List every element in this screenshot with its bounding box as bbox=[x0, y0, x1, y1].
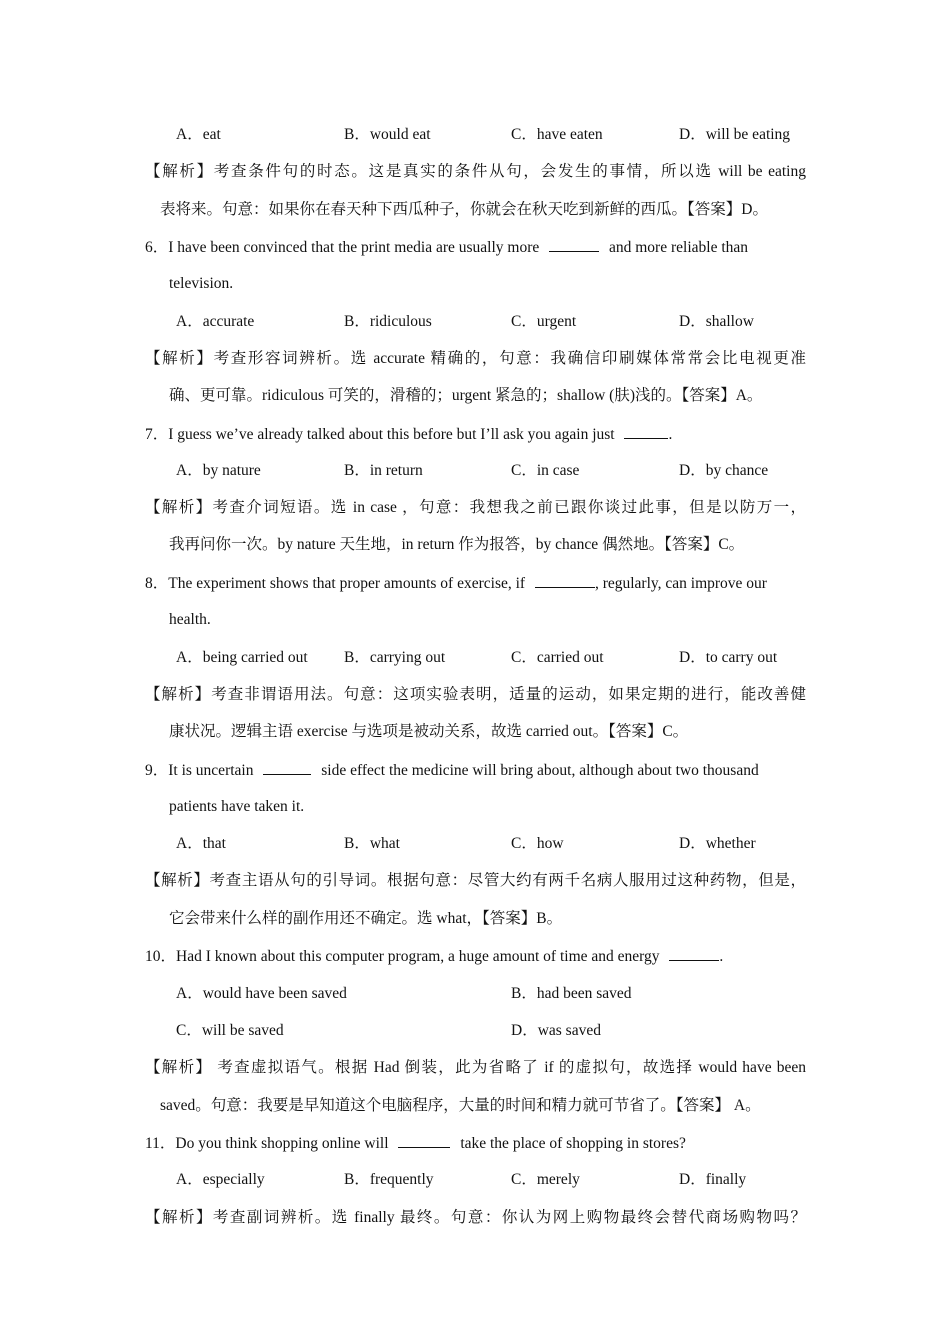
q11-blank bbox=[398, 1133, 450, 1148]
q7-stem-part-b: . bbox=[668, 426, 673, 443]
q10-option-d: D．was saved bbox=[511, 1022, 601, 1039]
q8-stem-part-b: , regularly, can improve our bbox=[594, 575, 767, 592]
q7-stem-part-a: 7．I guess we’ve already talked about this before but I’ll ask you again just bbox=[145, 426, 615, 443]
q9-option-d: D．whether bbox=[679, 835, 756, 852]
q10-option-a: A．would have been saved bbox=[176, 985, 347, 1002]
q5-option-d: D．will be eating bbox=[679, 126, 791, 143]
q10-analysis-line1: 【解析】 考查虚拟语气。根据 Had 倒装，此为省略了 if 的虚拟句，故选择 would have been bbox=[145, 1059, 806, 1076]
q10-stem-part-b: . bbox=[719, 948, 724, 965]
q9-analysis-line1: 【解析】考查主语从句的引导词。根据句意：尽管大约有两千名病人服用过这种药物，但是， bbox=[145, 872, 806, 889]
q9-option-b: B．what bbox=[344, 835, 400, 852]
q5-option-c: C．have eaten bbox=[511, 126, 603, 143]
q9-analysis-line2: 它会带来什么样的副作用还不确定。选 what，【答案】B。 bbox=[169, 910, 563, 927]
q7-option-c: C．in case bbox=[511, 462, 580, 479]
q8-analysis-line2: 康状况。逻辑主语 exercise 与选项是被动关系，故选 carried out。【答案】C。 bbox=[169, 723, 689, 740]
q10-stem-part-a: 10．Had I known about this computer program, a huge amount of time and energy bbox=[145, 948, 660, 965]
q6-option-d: D．shallow bbox=[679, 313, 754, 330]
q7-option-b: B．in return bbox=[344, 462, 423, 479]
q7-option-a: A．by nature bbox=[176, 462, 261, 479]
q10-blank bbox=[669, 946, 719, 961]
q7-stem-line1 bbox=[145, 424, 672, 445]
q8-option-a: A．being carried out bbox=[176, 649, 308, 666]
q6-analysis-line1: 【解析】考查形容词辨析。选 accurate 精确的，句意：我确信印刷媒体常常会比电视更准 bbox=[145, 350, 806, 367]
q6-option-c: C．urgent bbox=[511, 313, 577, 330]
q5-option-b: B．would eat bbox=[344, 126, 431, 143]
q7-analysis-line1: 【解析】考查介词短语。选 in case ，句意：我想我之前已跟你谈过此事，但是以防万一， bbox=[145, 499, 806, 516]
q9-stem-part-b: side effect the medicine will bring about, although about two thousand bbox=[321, 762, 759, 779]
q9-stem-part-a: 9．It is uncertain bbox=[145, 762, 254, 779]
q6-option-a: A．accurate bbox=[176, 313, 255, 330]
q5-analysis-line1: 【解析】考查条件句的时态。这是真实的条件从句，会发生的事情，所以选 will be eating bbox=[145, 163, 806, 180]
q8-option-c: C．carried out bbox=[511, 649, 604, 666]
q6-stem-line2: television. bbox=[169, 275, 234, 292]
q10-option-b: B．had been saved bbox=[511, 985, 632, 1002]
q5-option-a: A．eat bbox=[176, 126, 221, 143]
q8-stem-line1 bbox=[145, 573, 767, 594]
q11-option-c: C．merely bbox=[511, 1171, 580, 1188]
q5-analysis-line2: 表将来。句意：如果你在春天种下西瓜种子，你就会在秋天吃到新鲜的西瓜。【答案】D。 bbox=[160, 201, 768, 218]
q8-option-d: D．to carry out bbox=[679, 649, 778, 666]
q9-stem-line1 bbox=[145, 760, 759, 781]
q7-option-d: D．by chance bbox=[679, 462, 769, 479]
q6-blank bbox=[549, 237, 599, 252]
q6-stem-part-b: and more reliable than bbox=[609, 239, 749, 256]
q11-analysis-line1: 【解析】考查副词辨析。选 finally 最终。句意：你认为网上购物最终会替代商场购物吗？ bbox=[145, 1209, 806, 1226]
q7-blank bbox=[624, 424, 668, 439]
q9-stem-line2: patients have taken it. bbox=[169, 798, 305, 815]
q11-stem-part-b: take the place of shopping in stores? bbox=[460, 1135, 686, 1152]
q10-analysis-line2: saved。句意：我要是早知道这个电脑程序，大量的时间和精力就可节省了。【答案】 A。 bbox=[160, 1097, 761, 1114]
q11-option-a: A．especially bbox=[176, 1171, 265, 1188]
q8-stem-line2: health. bbox=[169, 611, 211, 628]
q9-option-a: A．that bbox=[176, 835, 226, 852]
q6-analysis-line2: 确、更可靠。ridiculous 可笑的，滑稽的；urgent 紧急的；shallow (肤)浅的。【答案】A。 bbox=[169, 387, 763, 404]
q6-stem-line1 bbox=[145, 237, 748, 258]
q6-option-b: B．ridiculous bbox=[344, 313, 432, 330]
q11-stem-part-a: 11．Do you think shopping online will bbox=[145, 1135, 389, 1152]
q11-option-d: D．finally bbox=[679, 1171, 747, 1188]
q10-stem-line1 bbox=[145, 946, 723, 967]
q11-stem-line1 bbox=[145, 1133, 686, 1154]
q9-option-c: C．how bbox=[511, 835, 564, 852]
q8-blank bbox=[535, 573, 595, 588]
q6-stem-part-a: 6．I have been convinced that the print media are usually more bbox=[145, 239, 540, 256]
q10-option-c: C．will be saved bbox=[176, 1022, 284, 1039]
q8-option-b: B．carrying out bbox=[344, 649, 446, 666]
q11-option-b: B．frequently bbox=[344, 1171, 434, 1188]
q7-analysis-line2: 我再问你一次。by nature 天生地，in return 作为报答，by chance 偶然地。【答案】C。 bbox=[169, 536, 745, 553]
q8-analysis-line1: 【解析】考查非谓语用法。句意：这项实验表明，适量的运动，如果定期的进行，能改善健 bbox=[145, 686, 806, 703]
q9-blank bbox=[263, 760, 311, 775]
q8-stem-part-a: 8．The experiment shows that proper amounts of exercise, if bbox=[145, 575, 526, 592]
